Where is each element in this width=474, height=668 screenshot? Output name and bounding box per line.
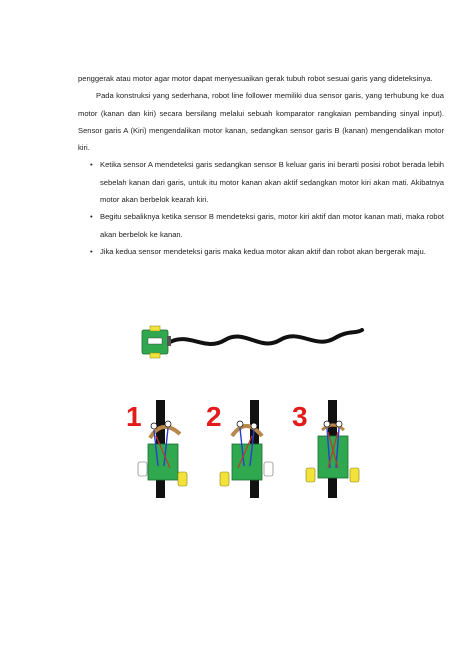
paragraph-construction: Pada konstruksi yang sederhana, robot line follower memiliki dua sensor garis, yang terhubung ke dua motor (kanan dan kiri) secara bersilang melalui sebuah komparator rangkaian pembanding sinyal input). Sensor garis A (Kiri) mengendalikan motor kanan, sedangkan sensor garis B (kanan) mengendalikan motor kiri. [78,91,444,153]
diagram-2 [206,396,286,500]
robot-chassis [318,436,348,478]
sensor-diagrams [120,396,390,500]
bullet-text: Ketika sensor A mendeteksi garis sedangkan sensor B keluar garis ini berarti posisi robot berada lebih sebelah kanan dari garis, untuk itu motor kanan akan aktif sedangkan motor kiri akan mati. Akibatnya motor akan berbelok kearah kiri. [100,160,444,205]
diagram-1 [120,396,200,500]
black-track-line [170,330,362,344]
bullet-text: Begitu sebaliknya ketika sensor B mendeteksi garis, motor kiri aktif dan motor kanan mati, maka robot akan berbelok ke kanan. [100,212,444,239]
wheel-right [264,462,273,476]
wheel-left [138,462,147,476]
robot-top-view [142,326,171,358]
diagram-number: 3 [292,401,308,432]
robot-chassis [148,444,178,480]
paragraph-continuation: penggerak atau motor agar motor dapat menyesuaikan gerak tubuh robot sesuai garis yang dideteksinya. [78,74,433,83]
bullet-list [78,156,444,260]
bullet-item [78,156,444,208]
wheel-right [350,468,359,482]
line-follower-illustration [120,318,370,368]
diagram-number: 1 [126,401,142,432]
body-text [78,70,444,260]
bullet-dot: • [90,212,93,222]
diagram-number: 2 [206,401,222,432]
wheel-right [178,472,187,486]
bullet-dot: • [90,160,93,170]
wheel-left [306,468,315,482]
bullet-item [78,243,444,260]
bullet-item [78,208,444,243]
wheel-left [220,472,229,486]
robot-chassis [232,444,262,480]
bullet-dot: • [90,246,93,256]
diagram-3 [292,396,372,500]
bullet-text: Jika kedua sensor mendeteksi garis maka kedua motor akan aktif dan robot akan bergerak maju. [100,246,426,256]
